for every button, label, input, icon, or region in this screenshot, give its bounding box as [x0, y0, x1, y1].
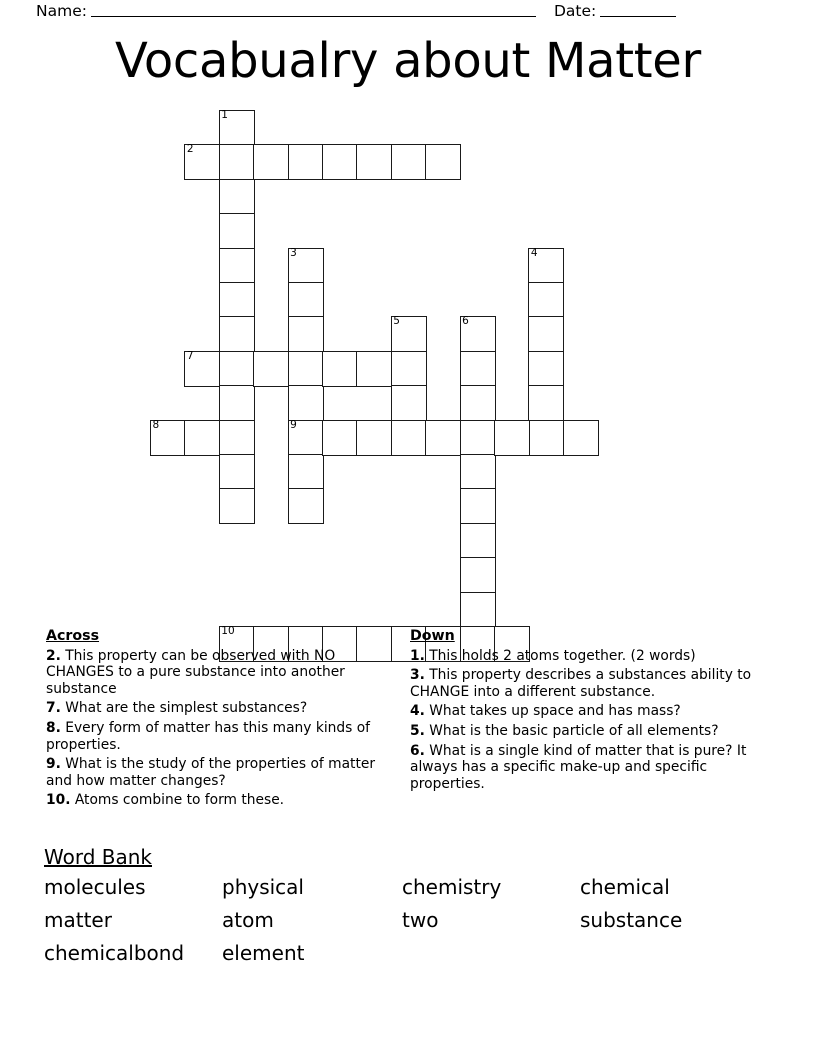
down-clue-list	[410, 648, 772, 793]
clue-text: This property can be observed with NO CHANGES to a pure substance into another substance	[46, 647, 345, 697]
crossword-cell[interactable]	[391, 351, 427, 387]
crossword-cell[interactable]	[288, 420, 324, 456]
crossword-cell[interactable]	[219, 144, 255, 180]
crossword-cell[interactable]	[391, 144, 427, 180]
clue-number: 8.	[46, 719, 61, 736]
crossword-cell[interactable]	[460, 454, 496, 490]
crossword-cell[interactable]	[460, 351, 496, 387]
crossword-cell[interactable]	[391, 316, 427, 352]
cell-number: 1	[221, 109, 228, 121]
cell-number: 10	[221, 625, 235, 637]
crossword-cell[interactable]	[528, 351, 564, 387]
crossword-cell[interactable]	[460, 420, 496, 456]
cell-number: 3	[290, 246, 297, 259]
clue-across-7	[46, 700, 391, 717]
clues-area	[0, 625, 816, 838]
cell-number: 7	[186, 349, 194, 362]
crossword-cell[interactable]	[528, 316, 564, 352]
clue-text: What is the basic particle of all elements?	[424, 722, 719, 739]
crossword-cell[interactable]	[528, 248, 564, 284]
clue-down-3	[410, 667, 772, 700]
crossword-cell[interactable]	[219, 282, 255, 318]
crossword-cell[interactable]	[563, 420, 599, 456]
crossword-cell[interactable]	[288, 488, 324, 524]
down-heading: Down	[410, 628, 455, 644]
clue-across-10	[46, 792, 391, 809]
clue-number: 4.	[410, 703, 425, 720]
clue-across-9	[46, 756, 391, 789]
word-bank-item[interactable]: two	[402, 908, 439, 932]
crossword-cell[interactable]	[494, 420, 530, 456]
crossword-cell[interactable]	[460, 557, 496, 593]
clue-down-1	[410, 648, 772, 665]
crossword-cell[interactable]	[288, 144, 324, 180]
crossword-cell[interactable]	[528, 420, 564, 456]
crossword-cell[interactable]	[356, 351, 392, 387]
crossword-cell[interactable]	[356, 420, 392, 456]
crossword-cell[interactable]	[391, 385, 427, 421]
word-bank-item[interactable]: molecules	[44, 875, 146, 899]
crossword-cell[interactable]	[425, 420, 461, 456]
clue-text: What is the study of the properties of matter and how matter changes?	[46, 756, 376, 789]
word-bank-empty	[402, 939, 580, 968]
cell-number: 9	[290, 418, 297, 431]
clue-number: 10.	[46, 792, 71, 809]
word-bank-item[interactable]: chemistry	[402, 875, 502, 899]
crossword-cell[interactable]	[322, 420, 358, 456]
crossword-cell[interactable]	[425, 144, 461, 180]
crossword-cell[interactable]	[288, 351, 324, 387]
crossword-cell[interactable]	[460, 488, 496, 524]
clue-text: This holds 2 atoms together. (2 words)	[424, 647, 696, 664]
word-bank-item[interactable]: atom	[222, 908, 274, 932]
crossword-cell[interactable]	[356, 144, 392, 180]
clue-number: 1.	[410, 647, 425, 664]
crossword-cell[interactable]	[184, 420, 220, 456]
clue-number: 7.	[46, 700, 61, 717]
word-bank-empty	[580, 939, 770, 968]
page-title: Vocabualry about Matter	[115, 33, 701, 89]
clue-down-4	[410, 703, 772, 720]
word-bank-grid	[44, 873, 774, 968]
cell-number: 8	[152, 418, 160, 431]
crossword-cell[interactable]	[253, 351, 289, 387]
cell-number: 5	[393, 315, 400, 328]
crossword-cell[interactable]	[460, 316, 496, 352]
crossword-cell[interactable]	[391, 420, 427, 456]
crossword-cell[interactable]	[288, 248, 324, 284]
across-clue-column	[46, 625, 391, 812]
crossword-cell[interactable]	[528, 385, 564, 421]
word-bank-heading: Word Bank	[44, 845, 152, 869]
cell-number: 6	[462, 315, 469, 328]
date-label: Date:	[553, 2, 597, 20]
clue-text: This property describes a substances ability to CHANGE into a different substance.	[410, 667, 752, 700]
crossword-cell[interactable]	[460, 385, 496, 421]
crossword-cell[interactable]	[253, 144, 289, 180]
word-bank-item[interactable]: chemical	[580, 875, 670, 899]
clue-number: 9.	[46, 756, 61, 773]
crossword-cell[interactable]	[219, 454, 255, 490]
name-label: Name:	[36, 2, 87, 20]
clue-text: What are the simplest substances?	[60, 700, 308, 717]
crossword-cell[interactable]	[219, 351, 255, 387]
crossword-cell[interactable]	[219, 420, 255, 456]
crossword-cell[interactable]	[460, 523, 496, 559]
clue-number: 6.	[410, 742, 425, 759]
word-bank	[44, 845, 774, 968]
crossword-cell[interactable]	[288, 385, 324, 421]
crossword-cell[interactable]	[219, 110, 255, 146]
clue-across-8	[46, 720, 391, 753]
crossword-cell[interactable]	[219, 248, 255, 284]
crossword-cell[interactable]	[184, 351, 220, 387]
crossword-cell[interactable]	[219, 385, 255, 421]
crossword-cell[interactable]	[219, 213, 255, 249]
word-bank-item[interactable]: chemicalbond	[44, 941, 185, 965]
cell-number: 4	[530, 246, 538, 259]
clue-down-5	[410, 723, 772, 740]
word-bank-item[interactable]: element	[222, 941, 305, 965]
crossword-cell[interactable]	[219, 179, 255, 215]
across-clue-list	[46, 648, 391, 809]
word-bank-item[interactable]: physical	[222, 875, 304, 899]
clue-number: 5.	[410, 722, 425, 739]
crossword-cell[interactable]	[288, 454, 324, 490]
crossword-cell[interactable]	[460, 592, 496, 628]
clue-text: What is a single kind of matter that is pure? It always has a specific make-up and specific properties.	[410, 742, 747, 792]
crossword-cell[interactable]	[184, 144, 220, 180]
crossword-cell[interactable]	[150, 420, 186, 456]
clue-text: Atoms combine to form these.	[70, 792, 285, 809]
word-bank-item[interactable]: substance	[580, 908, 683, 932]
crossword-cell[interactable]	[322, 351, 358, 387]
crossword-cell[interactable]	[322, 144, 358, 180]
clue-text: What takes up space and has mass?	[424, 703, 681, 720]
clue-down-6	[410, 743, 772, 793]
across-heading: Across	[46, 628, 100, 644]
cell-number: 2	[186, 143, 194, 156]
crossword-cell[interactable]	[219, 488, 255, 524]
crossword-cell[interactable]	[288, 316, 324, 352]
clue-number: 2.	[46, 647, 61, 664]
down-clue-column	[410, 628, 772, 795]
crossword-cell[interactable]	[219, 316, 255, 352]
crossword-cell[interactable]	[288, 282, 324, 318]
word-bank-item[interactable]: matter	[44, 908, 112, 932]
clue-text: Every form of matter has this many kinds of properties.	[46, 719, 371, 753]
clue-number: 3.	[410, 667, 425, 684]
crossword-cell[interactable]	[528, 282, 564, 318]
clue-across-2	[46, 648, 391, 698]
